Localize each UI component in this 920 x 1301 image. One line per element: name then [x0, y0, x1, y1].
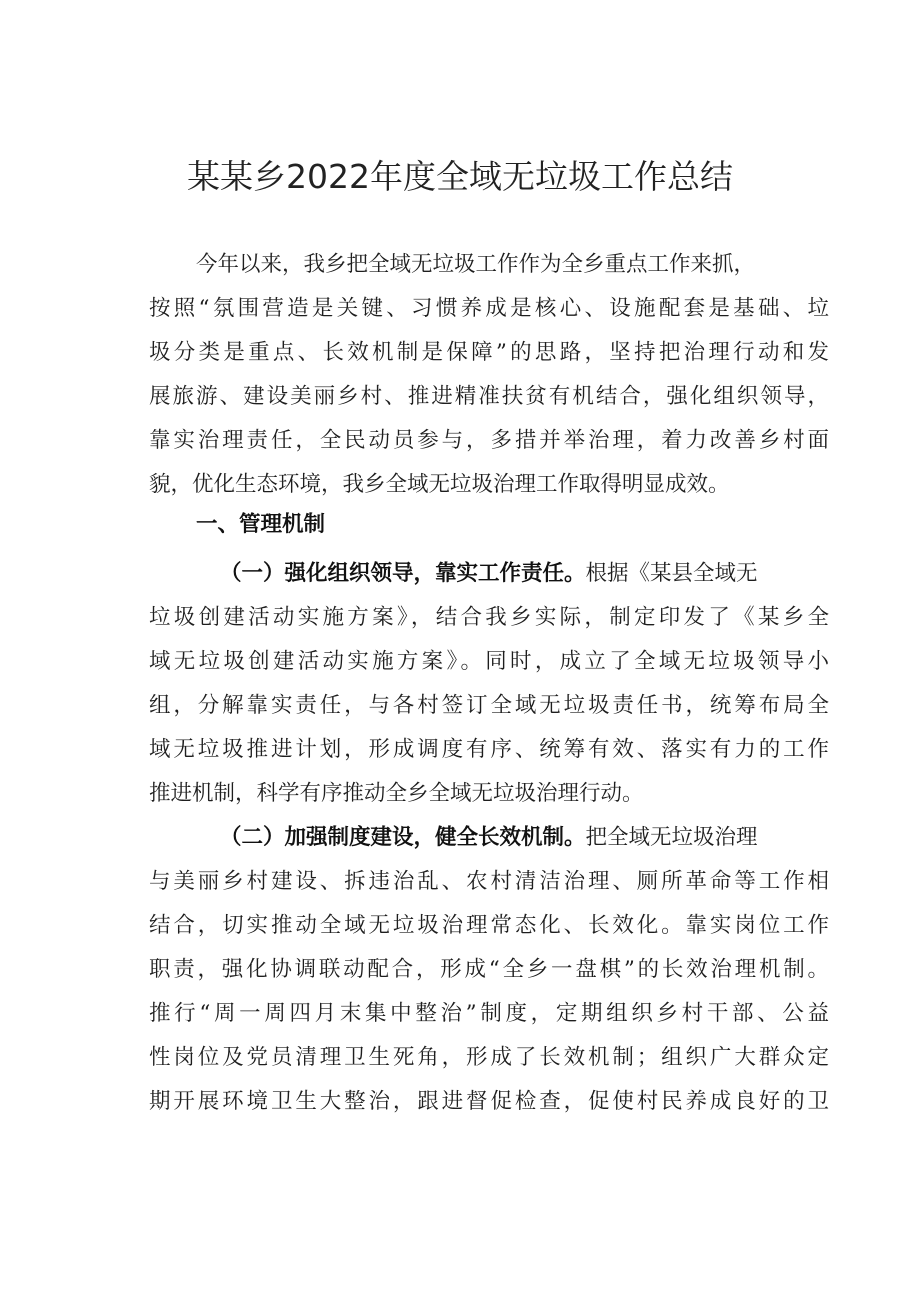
sub1-first-line	[220, 552, 829, 596]
sub2-line-3: 结合，切实推动全域无垃圾治理常态化、长效化。靠实岗位工作	[149, 913, 829, 938]
intro-line-3: 圾分类是重点、长效机制是保障”的思路，坚持把治理行动和发	[149, 340, 829, 365]
intro-line-1: 今年以来，我乡把全域无垃圾工作作为全乡重点工作来抓，	[196, 252, 756, 277]
sub1-line-4: 组，分解靠实责任，与各村签订全域无垃圾责任书，统筹布局全	[149, 693, 829, 718]
intro-line-5: 靠实治理责任，全民动员参与，多措并举治理，着力改善乡村面	[149, 428, 829, 453]
sub2-line-6: 性岗位及党员清理卫生死角，形成了长效机制；组织广大群众定	[149, 1045, 829, 1070]
intro-line-6: 貌，优化生态环境，我乡全域无垃圾治理工作取得明显成效。	[149, 472, 730, 497]
sub2-line-5: 推行“周一周四月末集中整治”制度，定期组织乡村干部、公益	[149, 1001, 829, 1026]
sub2-first-line-rest: 把全域无垃圾治理	[585, 825, 758, 850]
sub1-line-2: 垃圾创建活动实施方案》，结合我乡实际，制定印发了《某乡全	[149, 605, 829, 630]
sub1-first-line-rest: 根据《某县全域无	[585, 561, 758, 586]
intro-line-4: 展旅游、建设美丽乡村、推进精准扶贫有机结合，强化组织领导，	[149, 384, 829, 409]
sub2-bold-lead: （二）加强制度建设，健全长效机制。	[220, 825, 586, 850]
sub1-line-6: 推进机制，科学有序推动全乡全域无垃圾治理行动。	[149, 781, 644, 806]
section-heading-management: 一、管理机制	[196, 512, 326, 537]
document-title: 某某乡2022年度全域无垃圾工作总结	[187, 157, 733, 196]
sub2-first-line	[220, 816, 829, 860]
intro-line-2: 按照“氛围营造是关键、习惯养成是核心、设施配套是基础、垃	[149, 296, 829, 321]
sub1-bold-lead: （一）强化组织领导，靠实工作责任。	[220, 561, 586, 586]
sub1-line-3: 域无垃圾创建活动实施方案》。同时，成立了全域无垃圾领导小	[149, 649, 829, 674]
sub2-line-2: 与美丽乡村建设、拆违治乱、农村清洁治理、厕所革命等工作相	[149, 869, 829, 894]
sub2-line-7: 期开展环境卫生大整治，跟进督促检查，促使村民养成良好的卫	[149, 1089, 829, 1114]
sub1-line-5: 域无垃圾推进计划，形成调度有序、统筹有效、落实有力的工作	[149, 737, 829, 762]
sub2-line-4: 职责，强化协调联动配合，形成“全乡一盘棋”的长效治理机制。	[149, 957, 829, 982]
